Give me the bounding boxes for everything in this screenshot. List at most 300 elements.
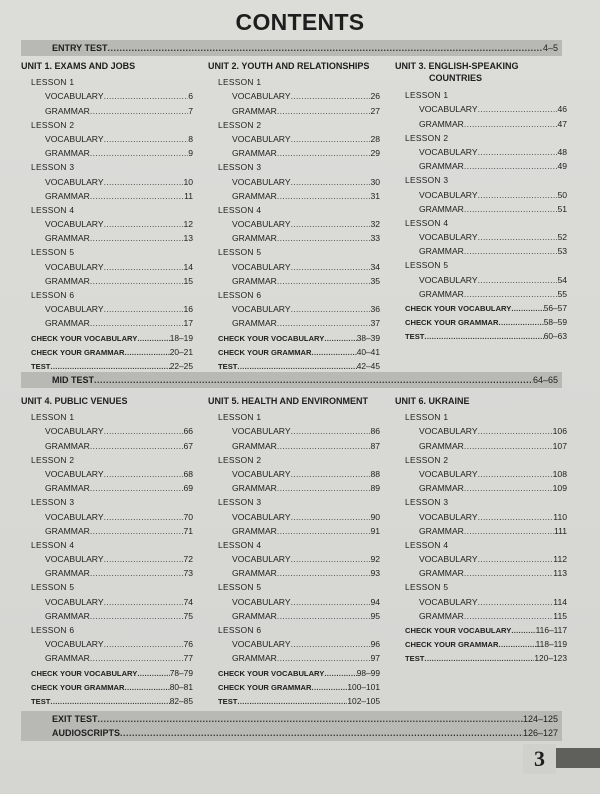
vocabulary-entry-page: 26: [370, 91, 380, 102]
vocabulary-entry-page: 36: [370, 304, 380, 315]
entry-test-row[interactable]: [52, 41, 558, 55]
leader-dots: [108, 43, 543, 53]
unit-title-line: UNIT 5. HEALTH AND ENVIRONMENT: [208, 396, 369, 406]
check-vocabulary-entry[interactable]: [208, 664, 380, 678]
leader-dots: [291, 91, 371, 102]
grammar-entry[interactable]: [21, 315, 193, 329]
grammar-entry[interactable]: [21, 188, 193, 202]
leader-dots: [104, 134, 189, 145]
leader-dots: [104, 554, 184, 565]
grammar-entry[interactable]: [395, 565, 567, 579]
grammar-entry-page: 7: [188, 105, 193, 116]
grammar-entry-page: 11: [184, 190, 193, 201]
leader-dots: [237, 361, 356, 372]
check-vocabulary-entry-page: 78–79: [169, 667, 193, 678]
leader-dots: [90, 441, 184, 452]
vocabulary-entry-label: VOCABULARY: [45, 639, 104, 650]
vocabulary-entry-label: VOCABULARY: [45, 511, 104, 522]
test-entry[interactable]: [208, 358, 380, 372]
grammar-entry-label: GRAMMAR: [45, 190, 90, 201]
grammar-entry-page: 75: [183, 610, 193, 621]
grammar-entry[interactable]: [21, 565, 193, 579]
vocabulary-entry-page: 46: [557, 104, 567, 115]
grammar-entry[interactable]: [21, 145, 193, 159]
lesson-heading-label: LESSON 1: [218, 412, 262, 423]
lesson-heading: [208, 622, 380, 636]
grammar-entry[interactable]: [21, 437, 193, 451]
vocabulary-entry[interactable]: [395, 508, 567, 522]
grammar-entry-label: GRAMMAR: [232, 525, 277, 536]
grammar-entry[interactable]: [21, 102, 193, 116]
lesson-heading: [395, 537, 567, 551]
vocabulary-entry-label: VOCABULARY: [419, 274, 478, 285]
grammar-entry-page: 15: [183, 275, 193, 286]
vocabulary-entry-label: VOCABULARY: [232, 133, 291, 144]
check-grammar-entry[interactable]: [208, 344, 380, 358]
leader-dots: [499, 639, 536, 650]
vocabulary-entry[interactable]: [208, 551, 380, 565]
lesson-heading-label: LESSON 6: [218, 625, 262, 635]
vocabulary-entry[interactable]: [395, 186, 567, 200]
vocabulary-entry-label: VOCABULARY: [419, 511, 478, 522]
leader-dots: [464, 289, 558, 300]
check-grammar-entry[interactable]: [395, 314, 567, 328]
vocabulary-entry[interactable]: [208, 216, 380, 230]
leader-dots: [464, 526, 554, 537]
grammar-entry-page: 77: [183, 653, 193, 664]
leader-dots: [464, 246, 558, 257]
leader-dots: [478, 275, 558, 286]
check-grammar-entry[interactable]: [21, 344, 193, 358]
leader-dots: [90, 191, 184, 202]
vocabulary-entry[interactable]: [395, 423, 567, 437]
exit-test-pages: 124–125: [522, 714, 558, 724]
vocabulary-entry-page: 108: [552, 468, 567, 479]
vocabulary-entry[interactable]: [21, 636, 193, 650]
lesson-heading-label: LESSON 5: [218, 582, 262, 593]
grammar-entry-page: 107: [552, 440, 567, 451]
grammar-entry-label: GRAMMAR: [419, 568, 464, 579]
lesson-heading-label: LESSON 6: [31, 290, 75, 300]
grammar-entry[interactable]: [21, 608, 193, 622]
lesson-heading-label: LESSON 2: [218, 119, 262, 130]
vocabulary-entry[interactable]: [395, 101, 567, 115]
test-entry[interactable]: [395, 650, 567, 664]
check-vocabulary-entry[interactable]: [395, 622, 567, 636]
vocabulary-entry[interactable]: [208, 88, 380, 102]
vocabulary-entry-page: 54: [557, 274, 567, 285]
grammar-entry[interactable]: [21, 650, 193, 664]
vocabulary-entry-page: 72: [183, 554, 193, 565]
grammar-entry[interactable]: [208, 230, 380, 244]
grammar-entry-page: 31: [370, 190, 380, 201]
lesson-heading-label: LESSON 4: [405, 539, 449, 550]
vocabulary-entry-page: 6: [188, 91, 193, 102]
grammar-entry[interactable]: [208, 650, 380, 664]
check-grammar-entry-label: CHECK YOUR GRAMMAR: [405, 640, 499, 650]
grammar-entry[interactable]: [208, 273, 380, 287]
leader-dots: [104, 177, 184, 188]
leader-dots: [104, 426, 184, 437]
leader-dots: [104, 262, 184, 273]
leader-dots: [50, 696, 169, 707]
lesson-heading-label: LESSON 1: [218, 77, 262, 88]
audioscripts-pages: 126–127: [522, 728, 558, 738]
vocabulary-entry-label: VOCABULARY: [45, 468, 104, 479]
grammar-entry[interactable]: [395, 286, 567, 300]
grammar-entry[interactable]: [208, 437, 380, 451]
entry-test-pages: 4–5: [542, 43, 558, 53]
vocabulary-entry[interactable]: [395, 466, 567, 480]
mid-test-row[interactable]: [52, 373, 558, 387]
vocabulary-entry-label: VOCABULARY: [232, 426, 291, 437]
leader-dots: [291, 469, 371, 480]
vocabulary-entry-label: VOCABULARY: [419, 232, 478, 243]
leader-dots: [277, 611, 371, 622]
check-vocabulary-entry-page: 38–39: [356, 332, 380, 343]
vocabulary-entry-page: 34: [370, 261, 380, 272]
grammar-entry[interactable]: [21, 480, 193, 494]
grammar-entry-label: GRAMMAR: [45, 568, 90, 579]
grammar-entry-label: GRAMMAR: [45, 148, 90, 159]
unit-title-line: UNIT 6. UKRAINE: [395, 396, 470, 406]
leader-dots: [464, 611, 553, 622]
grammar-entry[interactable]: [208, 145, 380, 159]
audioscripts-row[interactable]: [52, 726, 558, 740]
leader-dots: [104, 469, 184, 480]
vocabulary-entry-page: 66: [183, 426, 193, 437]
lesson-heading: [395, 87, 567, 101]
grammar-entry-label: GRAMMAR: [45, 440, 90, 451]
grammar-entry[interactable]: [208, 480, 380, 494]
leader-dots: [277, 106, 371, 117]
leader-dots: [291, 219, 371, 230]
leader-dots: [277, 526, 371, 537]
grammar-entry[interactable]: [395, 158, 567, 172]
vocabulary-entry[interactable]: [21, 423, 193, 437]
vocabulary-entry[interactable]: [21, 88, 193, 102]
mid-test-pages: 64–65: [532, 375, 558, 385]
test-entry-label: TEST: [405, 654, 425, 664]
leader-dots: [277, 148, 371, 159]
vocabulary-entry[interactable]: [395, 229, 567, 243]
check-grammar-entry-page: 58–59: [543, 317, 567, 328]
vocabulary-entry[interactable]: [21, 301, 193, 315]
vocabulary-entry[interactable]: [208, 258, 380, 272]
test-entry-label: TEST: [31, 361, 51, 371]
test-entry[interactable]: [208, 693, 380, 707]
leader-dots: [478, 469, 553, 480]
vocabulary-entry[interactable]: [208, 636, 380, 650]
leader-dots: [499, 317, 544, 328]
grammar-entry[interactable]: [395, 115, 567, 129]
grammar-entry[interactable]: [395, 243, 567, 257]
vocabulary-entry-label: VOCABULARY: [45, 426, 104, 437]
vocabulary-entry-page: 110: [553, 511, 567, 522]
lesson-heading: [395, 172, 567, 186]
vocabulary-entry[interactable]: [208, 508, 380, 522]
grammar-entry[interactable]: [208, 565, 380, 579]
vocabulary-entry-page: 28: [370, 133, 380, 144]
unit-title-line: UNIT 2. YOUTH AND RELATIONSHIPS: [208, 61, 370, 71]
check-grammar-entry-label: CHECK YOUR GRAMMAR: [218, 347, 312, 357]
check-vocabulary-entry-label: CHECK YOUR VOCABULARY: [405, 304, 512, 313]
vocabulary-entry[interactable]: [208, 466, 380, 480]
vocabulary-entry-page: 8: [188, 133, 193, 144]
leader-dots: [291, 304, 371, 315]
check-grammar-entry-label: CHECK YOUR GRAMMAR: [31, 347, 125, 357]
vocabulary-entry-label: VOCABULARY: [419, 146, 478, 157]
grammar-entry-page: 55: [557, 288, 567, 299]
grammar-entry[interactable]: [395, 480, 567, 494]
check-grammar-entry-page: 20–21: [169, 346, 193, 357]
vocabulary-entry-label: VOCABULARY: [232, 304, 291, 315]
leader-dots: [277, 233, 371, 244]
mid-test-label: MID TEST: [52, 375, 94, 385]
unit-column: [395, 395, 567, 664]
leader-dots: [90, 318, 184, 329]
check-vocabulary-entry[interactable]: [208, 329, 380, 343]
grammar-entry-page: 37: [370, 318, 380, 329]
check-grammar-entry-page: 80–81: [169, 681, 193, 692]
vocabulary-entry[interactable]: [395, 593, 567, 607]
grammar-entry-label: GRAMMAR: [419, 118, 464, 129]
grammar-entry-label: GRAMMAR: [419, 525, 464, 536]
vocabulary-entry-page: 16: [183, 304, 193, 315]
grammar-entry-page: 29: [370, 148, 380, 159]
leader-dots: [90, 653, 184, 664]
vocabulary-entry[interactable]: [21, 173, 193, 187]
lesson-heading-label: LESSON 6: [218, 290, 262, 300]
test-entry[interactable]: [395, 328, 567, 342]
leader-dots: [324, 333, 356, 344]
leader-dots: [90, 106, 188, 117]
lesson-heading-label: LESSON 3: [31, 497, 75, 508]
test-entry-page: 102–105: [347, 695, 380, 706]
vocabulary-entry-label: VOCABULARY: [419, 426, 478, 437]
check-vocabulary-entry[interactable]: [21, 664, 193, 678]
lesson-heading: [21, 287, 193, 301]
vocabulary-entry-page: 32: [370, 219, 380, 230]
grammar-entry-label: GRAMMAR: [232, 653, 277, 664]
lesson-heading-label: LESSON 5: [31, 247, 75, 258]
grammar-entry-label: GRAMMAR: [45, 105, 90, 116]
leader-dots: [478, 554, 554, 565]
grammar-entry[interactable]: [208, 188, 380, 202]
lesson-heading: [208, 287, 380, 301]
grammar-entry-label: GRAMMAR: [232, 483, 277, 494]
vocabulary-entry[interactable]: [21, 508, 193, 522]
lesson-heading-label: LESSON 1: [31, 412, 75, 423]
grammar-entry-page: 109: [552, 483, 567, 494]
test-entry-page: 60–63: [543, 331, 567, 342]
lesson-heading-label: LESSON 6: [31, 625, 75, 635]
check-grammar-entry-label: CHECK YOUR GRAMMAR: [218, 682, 312, 692]
vocabulary-entry-page: 86: [370, 426, 380, 437]
unit-title: [208, 60, 380, 74]
vocabulary-entry-page: 14: [183, 261, 193, 272]
vocabulary-entry-page: 90: [370, 511, 380, 522]
leader-dots: [464, 441, 553, 452]
vocabulary-entry[interactable]: [395, 551, 567, 565]
vocabulary-entry[interactable]: [21, 551, 193, 565]
grammar-entry-label: GRAMMAR: [232, 148, 277, 159]
grammar-entry[interactable]: [21, 523, 193, 537]
lesson-heading-label: LESSON 4: [405, 217, 449, 228]
test-entry[interactable]: [21, 358, 193, 372]
grammar-entry[interactable]: [395, 523, 567, 537]
test-entry-label: TEST: [31, 696, 51, 706]
grammar-entry-page: 111: [553, 525, 567, 536]
check-grammar-entry[interactable]: [395, 636, 567, 650]
grammar-entry-label: GRAMMAR: [419, 246, 464, 257]
grammar-entry[interactable]: [208, 102, 380, 116]
lesson-heading: [21, 537, 193, 551]
vocabulary-entry[interactable]: [208, 593, 380, 607]
check-grammar-entry-page: 100–101: [347, 681, 380, 692]
vocabulary-entry-label: VOCABULARY: [232, 219, 291, 230]
vocabulary-entry-page: 106: [552, 426, 567, 437]
grammar-entry[interactable]: [395, 437, 567, 451]
check-vocabulary-entry-label: CHECK YOUR VOCABULARY: [405, 626, 512, 635]
lesson-heading: [21, 494, 193, 508]
check-vocabulary-entry-page: 116–117: [535, 625, 567, 635]
lesson-heading: [21, 202, 193, 216]
lesson-heading-label: LESSON 5: [405, 260, 449, 271]
lesson-heading: [21, 452, 193, 466]
vocabulary-entry[interactable]: [208, 301, 380, 315]
test-entry-label: TEST: [218, 361, 238, 371]
vocabulary-entry-page: 114: [553, 596, 567, 607]
vocabulary-entry-label: VOCABULARY: [45, 133, 104, 144]
vocabulary-entry-label: VOCABULARY: [232, 554, 291, 565]
vocabulary-entry[interactable]: [21, 466, 193, 480]
vocabulary-entry-label: VOCABULARY: [45, 596, 104, 607]
lesson-heading: [21, 409, 193, 423]
lesson-heading-label: LESSON 1: [405, 412, 449, 423]
unit-title: [395, 395, 567, 409]
leader-dots: [312, 682, 348, 693]
vocabulary-entry-label: VOCABULARY: [232, 468, 291, 479]
lesson-heading-label: LESSON 4: [218, 539, 262, 550]
vocabulary-entry[interactable]: [21, 258, 193, 272]
vocabulary-entry-label: VOCABULARY: [232, 91, 291, 102]
grammar-entry-page: 93: [370, 568, 380, 579]
vocabulary-entry[interactable]: [208, 423, 380, 437]
vocabulary-entry[interactable]: [208, 131, 380, 145]
grammar-entry[interactable]: [21, 273, 193, 287]
grammar-entry[interactable]: [395, 201, 567, 215]
grammar-entry-label: GRAMMAR: [232, 440, 277, 451]
grammar-entry[interactable]: [208, 523, 380, 537]
exit-test-row[interactable]: [52, 712, 558, 726]
check-vocabulary-entry[interactable]: [21, 329, 193, 343]
grammar-entry-label: GRAMMAR: [232, 190, 277, 201]
lesson-heading-label: LESSON 2: [405, 132, 449, 143]
check-grammar-entry[interactable]: [21, 679, 193, 693]
grammar-entry[interactable]: [395, 608, 567, 622]
leader-dots: [291, 512, 371, 523]
leader-dots: [277, 441, 371, 452]
vocabulary-entry[interactable]: [395, 271, 567, 285]
grammar-entry-page: 91: [370, 525, 380, 536]
leader-dots: [464, 161, 558, 172]
grammar-entry-page: 9: [188, 148, 193, 159]
grammar-entry-page: 33: [370, 233, 380, 244]
unit-title: [208, 395, 380, 409]
vocabulary-entry-label: VOCABULARY: [419, 554, 478, 565]
leader-dots: [478, 426, 553, 437]
unit-column: [21, 395, 193, 707]
leader-dots: [511, 303, 543, 314]
unit-title: [21, 60, 193, 74]
test-entry-label: TEST: [218, 696, 238, 706]
grammar-entry-page: 97: [370, 653, 380, 664]
vocabulary-entry[interactable]: [21, 593, 193, 607]
grammar-entry[interactable]: [208, 315, 380, 329]
check-grammar-entry-label: CHECK YOUR GRAMMAR: [405, 318, 499, 328]
lesson-heading: [21, 117, 193, 131]
lesson-heading-label: LESSON 4: [31, 539, 75, 550]
lesson-heading-label: LESSON 3: [405, 497, 449, 508]
grammar-entry-page: 87: [370, 440, 380, 451]
leader-dots: [125, 682, 170, 693]
grammar-entry-page: 115: [553, 610, 567, 621]
leader-dots: [464, 568, 553, 579]
lesson-heading: [208, 244, 380, 258]
grammar-entry-label: GRAMMAR: [232, 318, 277, 329]
leader-dots: [478, 190, 558, 201]
vocabulary-entry-page: 96: [370, 639, 380, 650]
test-entry-page: 82–85: [169, 695, 193, 706]
page-title: CONTENTS: [235, 9, 365, 35]
grammar-entry[interactable]: [208, 608, 380, 622]
leader-dots: [424, 653, 534, 664]
vocabulary-entry[interactable]: [208, 173, 380, 187]
grammar-entry-page: 13: [183, 233, 193, 244]
lesson-heading: [395, 452, 567, 466]
vocabulary-entry-page: 52: [557, 232, 567, 243]
leader-dots: [324, 668, 356, 679]
grammar-entry[interactable]: [21, 230, 193, 244]
leader-dots: [291, 262, 371, 273]
check-grammar-entry[interactable]: [208, 679, 380, 693]
check-vocabulary-entry-page: 18–19: [169, 332, 193, 343]
vocabulary-entry[interactable]: [21, 131, 193, 145]
unit-title-line: UNIT 4. PUBLIC VENUES: [21, 396, 128, 406]
lesson-heading-label: LESSON 1: [31, 77, 75, 88]
check-grammar-entry-label: CHECK YOUR GRAMMAR: [31, 682, 125, 692]
grammar-entry-label: GRAMMAR: [232, 275, 277, 286]
vocabulary-entry-label: VOCABULARY: [232, 176, 291, 187]
lesson-heading: [21, 622, 193, 636]
lesson-heading: [208, 74, 380, 88]
vocabulary-entry-page: 112: [553, 554, 567, 565]
vocabulary-entry[interactable]: [21, 216, 193, 230]
vocabulary-entry[interactable]: [395, 144, 567, 158]
lesson-heading-label: LESSON 2: [405, 454, 449, 465]
test-entry[interactable]: [21, 693, 193, 707]
leader-dots: [478, 147, 558, 158]
test-entry-label: TEST: [405, 332, 425, 342]
test-entry-page: 120–123: [534, 653, 567, 664]
vocabulary-entry-page: 74: [183, 596, 193, 607]
lesson-heading-label: LESSON 2: [218, 454, 262, 465]
check-vocabulary-entry[interactable]: [395, 300, 567, 314]
leader-dots: [90, 483, 184, 494]
lesson-heading: [395, 257, 567, 271]
grammar-entry-label: GRAMMAR: [232, 568, 277, 579]
